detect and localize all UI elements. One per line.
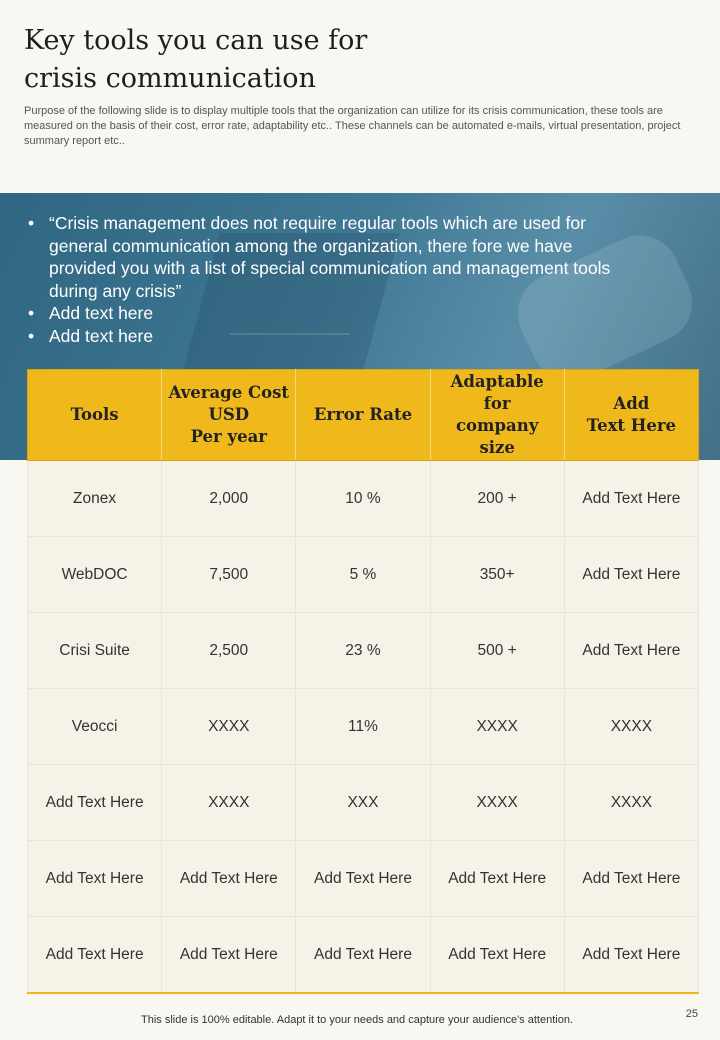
table-cell: 23 % bbox=[296, 613, 430, 689]
header-cell-error-rate: Error Rate bbox=[296, 370, 430, 461]
table-row bbox=[28, 765, 699, 841]
table-cell: 10 % bbox=[296, 461, 430, 537]
table-cell: Add Text Here bbox=[162, 917, 296, 994]
bullet-dot-icon: • bbox=[28, 325, 35, 346]
table-cell: 200 + bbox=[430, 461, 564, 537]
table-cell: 11% bbox=[296, 689, 430, 765]
bullet-text: Add text here bbox=[49, 325, 154, 346]
table-cell: Add Text Here bbox=[430, 917, 564, 994]
table-cell: XXXX bbox=[162, 689, 296, 765]
table-row bbox=[28, 537, 699, 613]
tools-table bbox=[27, 369, 699, 994]
header-cell-tools: Tools bbox=[28, 370, 162, 461]
table-cell: Add Text Here bbox=[162, 841, 296, 917]
table-cell: Add Text Here bbox=[564, 917, 698, 994]
table-cell: Add Text Here bbox=[28, 917, 162, 994]
table-cell: Add Text Here bbox=[564, 537, 698, 613]
tools-table-container bbox=[27, 369, 699, 994]
page-number: 25 bbox=[685, 1008, 698, 1020]
table-header-row bbox=[28, 370, 699, 461]
table-row bbox=[28, 841, 699, 917]
footer-note: This slide is 100% editable. Adapt it to your needs and capture your audience's attention. bbox=[141, 1014, 573, 1026]
table-cell: XXXX bbox=[430, 689, 564, 765]
header-cell-adaptable: Adaptable for company size bbox=[430, 370, 564, 461]
table-cell: 350+ bbox=[430, 537, 564, 613]
table-cell: Add Text Here bbox=[564, 841, 698, 917]
table-cell: Add Text Here bbox=[564, 461, 698, 537]
header-cell-add-text: Add Text Here bbox=[564, 370, 698, 461]
table-cell: Add Text Here bbox=[564, 613, 698, 689]
table-cell: XXXX bbox=[564, 689, 698, 765]
table-row bbox=[28, 917, 699, 994]
table-cell: XXXX bbox=[162, 765, 296, 841]
table-cell: 7,500 bbox=[162, 537, 296, 613]
title-line-2: crisis communication bbox=[24, 63, 316, 94]
bullet-text: “Crisis management does not require regular tools which are used for general communication among the organization, there fore we have provided you with a list of special communication and management tools during any crisis” bbox=[49, 213, 611, 301]
title-line-1: Key tools you can use for bbox=[24, 25, 368, 56]
table-cell: Zonex bbox=[28, 461, 162, 537]
table-cell: 2,500 bbox=[162, 613, 296, 689]
page-subtitle: Purpose of the following slide is to display multiple tools that the organization can utilize for its crisis communication, these tools are measured on the basis of their cost, error rate, adaptability etc.. These channels can be automated e-mails, virtual presentation, project summary report etc.. bbox=[24, 105, 681, 147]
table-cell: WebDOC bbox=[28, 537, 162, 613]
bullet-text: Add text here bbox=[49, 303, 154, 323]
banner-bullet-list bbox=[28, 212, 628, 347]
table-cell: Veocci bbox=[28, 689, 162, 765]
table-row bbox=[28, 689, 699, 765]
table-cell: XXXX bbox=[564, 765, 698, 841]
table-cell: 5 % bbox=[296, 537, 430, 613]
bullet-item bbox=[28, 325, 628, 348]
table-cell: XXX bbox=[296, 765, 430, 841]
table-cell: Add Text Here bbox=[296, 917, 430, 994]
table-row bbox=[28, 613, 699, 689]
table-cell: Add Text Here bbox=[28, 765, 162, 841]
table-cell: 500 + bbox=[430, 613, 564, 689]
table-cell: Add Text Here bbox=[430, 841, 564, 917]
table-cell: Add Text Here bbox=[296, 841, 430, 917]
bullet-item bbox=[28, 302, 628, 325]
table-cell: XXXX bbox=[430, 765, 564, 841]
table-row bbox=[28, 461, 699, 537]
bullet-dot-icon: • bbox=[28, 303, 35, 323]
table-cell: 2,000 bbox=[162, 461, 296, 537]
header-cell-average-cost: Average Cost USD Per year bbox=[162, 370, 296, 461]
table-cell: Crisi Suite bbox=[28, 613, 162, 689]
table-cell: Add Text Here bbox=[28, 841, 162, 917]
bullet-item bbox=[28, 212, 628, 302]
bullet-dot-icon: • bbox=[28, 213, 35, 233]
page-title bbox=[24, 22, 584, 98]
